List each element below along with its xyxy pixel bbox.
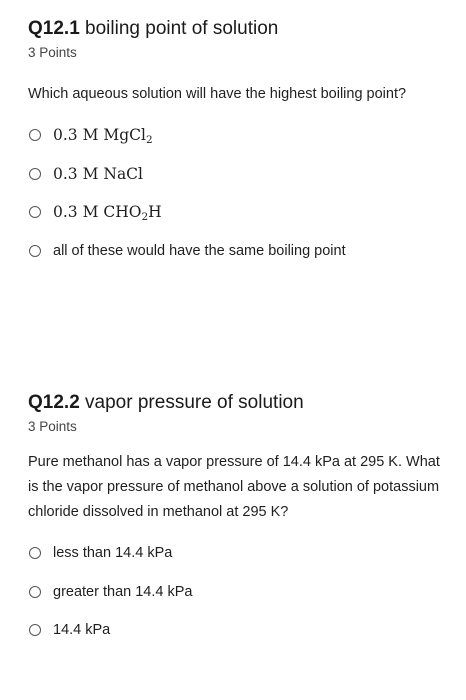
radio-button[interactable] xyxy=(29,245,41,257)
answer-option-less[interactable] xyxy=(28,534,452,573)
answer-option-greater[interactable] xyxy=(28,573,452,612)
question-12-2 xyxy=(28,390,452,650)
question-12-1 xyxy=(28,16,452,270)
answer-option-cho2h[interactable] xyxy=(28,193,452,232)
question-points: 3 Points xyxy=(28,419,77,434)
answer-option-all-same[interactable] xyxy=(28,232,452,271)
answer-option-label: 0.3 M NaCl xyxy=(53,164,143,183)
radio-button[interactable] xyxy=(29,547,41,559)
answer-option-label: greater than 14.4 kPa xyxy=(53,583,193,600)
answer-option-nacl[interactable] xyxy=(28,155,452,194)
answer-option-label: 0.3 M MgCl$_2$ xyxy=(53,126,153,147)
answer-option-label: 0.3 M $CHO_2H$ xyxy=(53,203,162,224)
question-title-text: vapor pressure of solution xyxy=(85,392,304,413)
question-prompt: Which aqueous solution will have the highest boiling point? xyxy=(28,86,407,102)
answer-options xyxy=(28,534,452,650)
answer-option-label: less than 14.4 kPa xyxy=(53,545,173,562)
radio-button[interactable] xyxy=(29,129,41,141)
question-points: 3 Points xyxy=(28,45,77,60)
question-number: Q12.1 xyxy=(28,18,80,39)
question-number: Q12.2 xyxy=(28,392,80,413)
question-title xyxy=(28,16,452,42)
radio-button[interactable] xyxy=(29,624,41,636)
answer-option-label: 14.4 kPa xyxy=(53,622,111,639)
question-title xyxy=(28,390,452,416)
question-prompt: Pure methanol has a vapor pressure of 14.4 kPa at 295 K. What is the vapor pressure of methanol above a solution of potassium chloride dissolved in methanol at 295 K? xyxy=(28,454,440,520)
radio-button[interactable] xyxy=(29,168,41,180)
answer-option-mgcl2[interactable] xyxy=(28,116,452,155)
answer-option-equal[interactable] xyxy=(28,611,452,650)
answer-option-label: all of these would have the same boiling point xyxy=(53,242,346,259)
question-title-text: boiling point of solution xyxy=(85,18,279,39)
radio-button[interactable] xyxy=(29,206,41,218)
answer-options xyxy=(28,116,452,270)
radio-button[interactable] xyxy=(29,586,41,598)
